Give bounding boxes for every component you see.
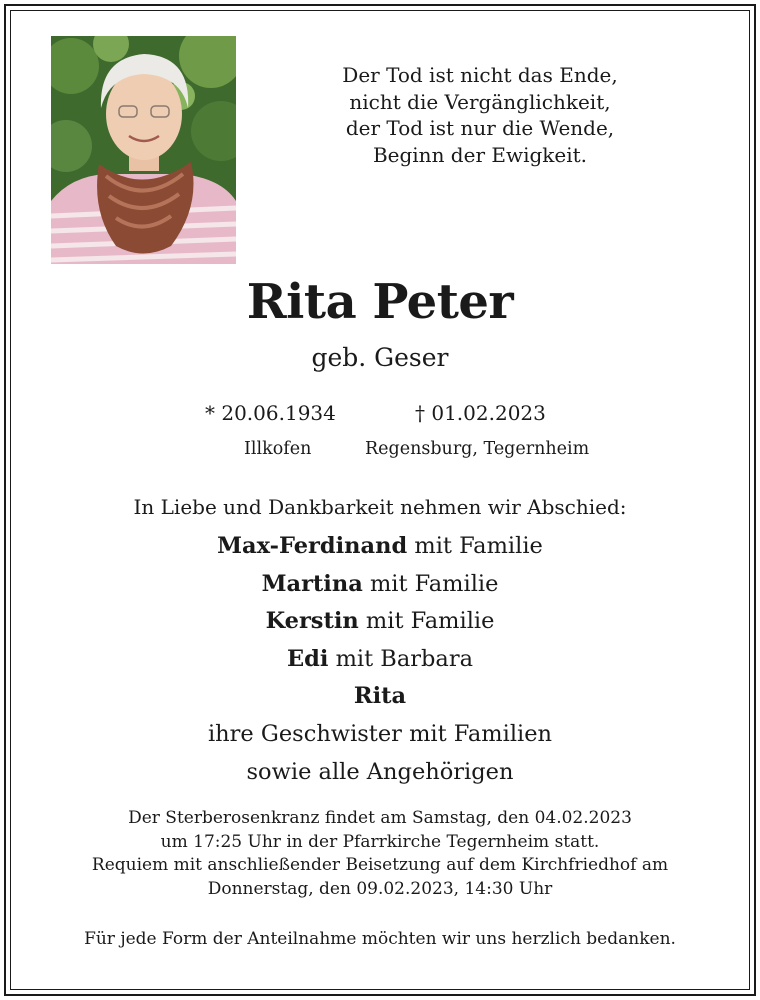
mourners-list [0,528,760,791]
poem-line: nicht die Vergänglichkeit, [349,89,611,114]
mourner-name: Rita [353,683,407,710]
poem-line: der Tod ist nur die Wende, [345,116,615,140]
mourner-suffix: mit Familie [407,533,543,559]
mourner-suffix: mit Familie [358,608,495,635]
mourner-suffix: sowie alle Angehörigen [246,758,514,785]
mourner-row [0,566,760,604]
mourner-row [0,678,760,716]
memorial-poem [300,62,660,168]
farewell-intro: In Liebe und Dankbarkeit nehmen wir Abschied: [133,495,627,519]
death-place: Regensburg, Tegernheim [365,439,590,459]
poem-line: Der Tod ist nicht das Ende, [342,63,618,87]
birth-date: * 20.06.1934 [205,401,336,425]
mourner-name: Edi [286,645,329,672]
mourner-row [0,603,760,641]
deceased-name: Rita Peter [246,274,514,330]
notice-line: Requiem mit anschließender Beisetzung auf dem Kirchfriedhof am [91,855,669,875]
thanks-line: Für jede Form der Anteilnahme möchten wir uns herzlich bedanken. [84,929,676,949]
mourner-suffix: mit Familie [362,570,499,597]
mourner-name: Kerstin [265,608,359,635]
service-notice [0,807,760,901]
mourner-row [0,528,760,566]
birth-name: geb. Geser [311,343,449,372]
notice-line: Donnerstag, den 09.02.2023, 14:30 Uhr [207,878,553,899]
mourner-row [0,641,760,679]
mourner-suffix: mit Barbara [328,645,473,672]
portrait-photo [51,36,236,264]
mourner-suffix: ihre Geschwister mit Familien [207,720,553,747]
mourner-name: Max-Ferdinand [217,533,408,559]
mourner-row [0,716,760,754]
mourner-name: Martina [261,570,363,597]
death-date: † 01.02.2023 [415,401,546,425]
poem-line: Beginn der Ewigkeit. [372,142,588,167]
notice-line: Der Sterberosenkranz findet am Samstag, den 04.02.2023 [128,808,632,828]
mourner-row [0,754,760,792]
notice-line: um 17:25 Uhr in der Pfarrkirche Tegernheim statt. [160,831,600,852]
birth-place: Illkofen [244,439,312,459]
